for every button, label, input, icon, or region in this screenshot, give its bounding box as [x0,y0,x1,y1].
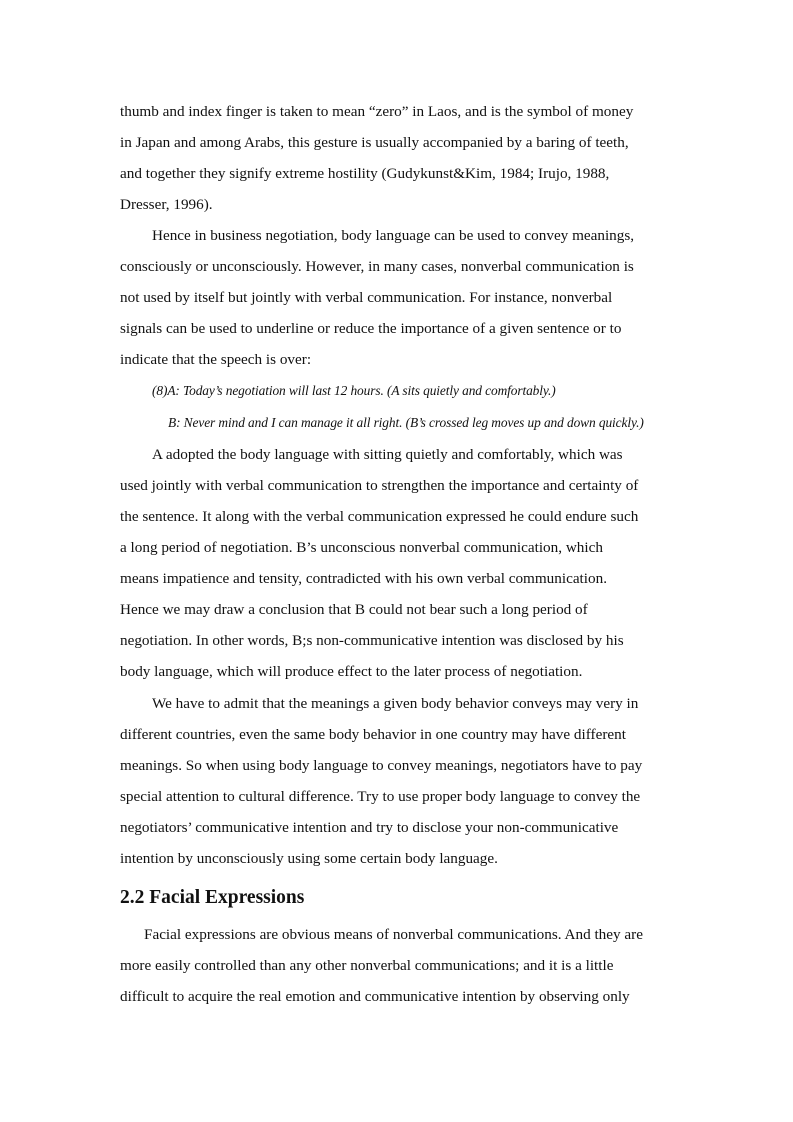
text-line: the sentence. It along with the verbal communication expressed he could endure such [120,508,639,525]
text-line: more easily controlled than any other nonverbal communications; and it is a little [120,957,614,974]
example-line-b: B: Never mind and I can manage it all right. (B’s crossed leg moves up and down quickly.) [168,415,644,430]
text-line: Dresser, 1996). [120,196,213,213]
text-line: not used by itself but jointly with verbal communication. For instance, nonverbal [120,289,613,306]
text-line: indicate that the speech is over: [120,351,312,368]
text-line: special attention to cultural difference. Try to use proper body language to convey the [120,788,641,805]
text-line: means impatience and tensity, contradicted with his own verbal communication. [120,570,607,587]
text-line: We have to admit that the meanings a given body behavior conveys may very in [152,695,639,712]
example-line-a: (8)A: Today’s negotiation will last 12 hours. (A sits quietly and comfortably.) [152,383,556,398]
text-line: body language, which will produce effect to the later process of negotiation. [120,663,583,680]
section-heading: 2.2 Facial Expressions [120,887,305,908]
text-line: a long period of negotiation. B’s unconscious nonverbal communication, which [120,539,603,556]
text-line: used jointly with verbal communication to strengthen the importance and certainty of [120,477,639,494]
text-line: Hence we may draw a conclusion that B could not bear such a long period of [120,601,588,618]
text-line: negotiation. In other words, B;s non-communicative intention was disclosed by his [120,632,624,649]
text-line: Hence in business negotiation, body language can be used to convey meanings, [152,227,635,244]
text-line: different countries, even the same body behavior in one country may have different [120,726,626,743]
text-line: negotiators’ communicative intention and try to disclose your non-communicative [120,819,619,836]
text-line: signals can be used to underline or reduce the importance of a given sentence or to [120,320,622,337]
text-line: A adopted the body language with sitting quietly and comfortably, which was [152,446,623,463]
text-line: and together they signify extreme hostility (Gudykunst&Kim, 1984; Irujo, 1988, [120,165,610,182]
text-line: meanings. So when using body language to convey meanings, negotiators have to pay [120,757,643,774]
text-line: Facial expressions are obvious means of nonverbal communications. And they are [144,926,643,943]
text-line: consciously or unconsciously. However, in many cases, nonverbal communication is [120,258,634,275]
text-line: intention by unconsciously using some certain body language. [120,850,498,867]
text-line: difficult to acquire the real emotion and communicative intention by observing only [120,988,630,1005]
text-line: in Japan and among Arabs, this gesture is usually accompanied by a baring of teeth, [120,134,629,151]
text-line: thumb and index finger is taken to mean “zero” in Laos, and is the symbol of money [120,103,634,120]
